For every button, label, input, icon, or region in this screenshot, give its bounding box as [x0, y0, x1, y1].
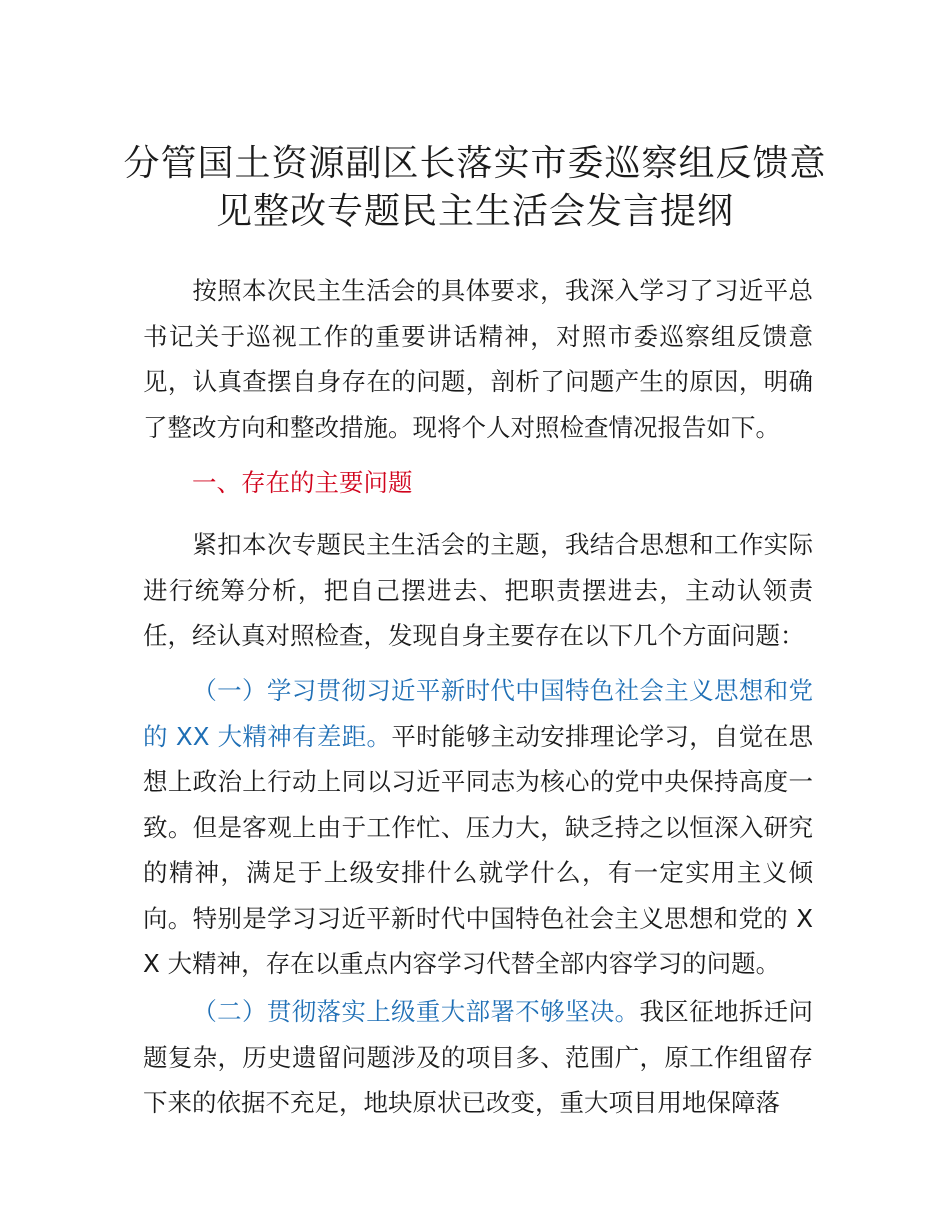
item-2-lead: （二）贯彻落实上级重大部署不够坚决。 [192, 997, 640, 1026]
item-2-body: 我区征地拆迁问题复杂，历史遗留问题涉及的项目多、范围广，原工作组留存下来的依据不充足，地块原状已改变，重大项目用地保障落 [143, 997, 814, 1117]
section-heading-main-problems: 一、存在的主要问题 [192, 468, 413, 497]
section-intro-text: 紧扣本次专题民主生活会的主题，我结合思想和工作实际进行统筹分析，把自己摆进去、把职责摆进去，主动认领责任，经认真对照检查，发现自身主要存在以下几个方面问题： [143, 530, 813, 650]
item-1-body: 平时能够主动安排理论学习，自觉在思想上政治上行动上同以习近平同志为核心的党中央保持高度一致。但是客观上由于工作忙、压力大，缺乏持之以恒深入研究的精神，满足于上级安排什么就学什么，有一定实用主义倾向。特别是学习习近平新时代中国特色社会主义思想和党的 XX 大精神，存在以重点内容学习代替全部内容学习的问题。 [143, 721, 813, 978]
item-1-paragraph [143, 668, 813, 987]
intro-text: 按照本次民主生活会的具体要求，我深入学习了习近平总书记关于巡视工作的重要讲话精神，对照市委巡察组反馈意见，认真查摆自身存在的问题，剖析了问题产生的原因，明确了整改方向和整改措施。现将个人对照检查情况报告如下。 [143, 276, 813, 442]
document-title [100, 140, 850, 236]
section-intro-paragraph [143, 522, 813, 659]
item-2-paragraph [143, 989, 813, 1126]
intro-paragraph [143, 268, 813, 450]
item-1-lead: （一）学习贯彻习近平新时代中国特色社会主义思想和党的 XX 大精神有差距。 [143, 676, 813, 751]
document-title-line-2: 见整改专题民主生活会发言提纲 [215, 191, 734, 232]
document-title-line-1: 分管国土资源副区长落实市委巡察组反馈意 [123, 143, 827, 184]
